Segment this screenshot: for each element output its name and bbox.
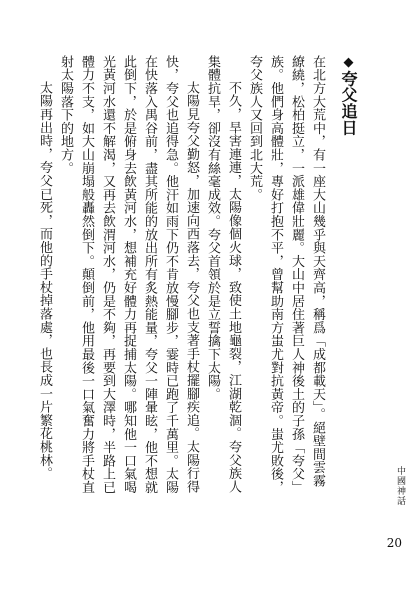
paragraph: 不久，旱害連連，太陽像個火球，致使土地龜裂，江湖乾涸。夸父族人集體抗旱，卻沒有絲毫成效。夸父首領於是立誓擒下太陽。 [205, 55, 241, 494]
article-body [37, 55, 360, 495]
article-title [336, 55, 360, 495]
paragraph: 太陽再出時，夸父已死，而他的手杖掉落處，也長成一片繁花桃林。 [37, 81, 52, 480]
article-title-text: 夸父追日 [339, 70, 358, 136]
paragraph: 太陽見夸父勤怒，加速向西落去，夸父也支著手杖擺腳疾追。太陽行得快，夸父也追得急。他汗如雨下仍不肯放慢腳步，霎時已跑了千萬里。太陽在快落入禺谷前，盡其所能的放出所有炙熱能量，夸父一陣暈眩，他不想就此倒下，於是俯身去飲黃河水，想補充好體力再捉捕太陽。哪知他一口氣喝光黃河水還不解渴，又再去飲渭河水，仍是不夠，再要到大澤時，半路上已體力不支，如大山崩塌般轟然倒下。顛倒前，他用最後一口氣奮力將手杖直射太陽落下的地方。 [58, 55, 199, 494]
page-number: 20 [386, 536, 402, 550]
running-head: 中國神話 [395, 466, 405, 506]
paragraph: 在北方大荒中，有一座大山幾乎與天齊高，稱爲「成都載天」。絕壁間雲霧繚繞，松柏挺立，一派雄偉壯麗。大山中居住著巨人神後土的子孫「夸父」族。他們身高體壯，專好打抱不平，曾幫助南方蚩尤對抗黃帝。蚩尤敗後，夸父族人又回到北大荒。 [247, 55, 325, 494]
diamond-bullet-icon: ◆ [341, 55, 356, 71]
